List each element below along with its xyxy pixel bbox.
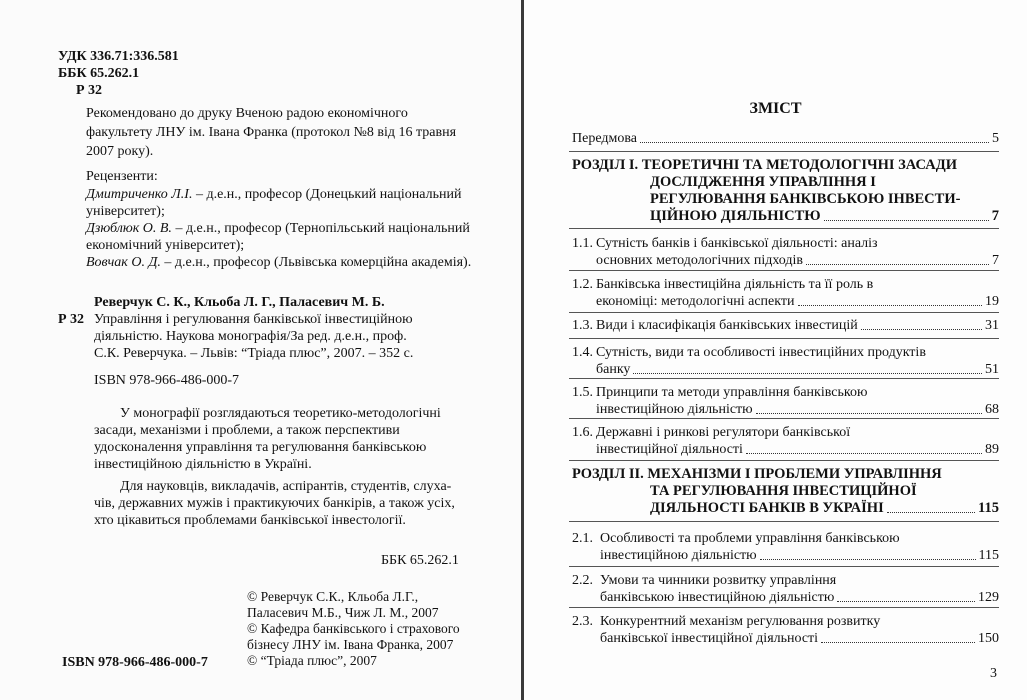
authors: Реверчук С. К., Кльоба Л. Г., Паласевич М. Б.: [94, 295, 385, 310]
toc-item-title: Банківська інвестиційна діяльність та її роль в: [596, 277, 874, 292]
toc-item-title-cont: економіці: методологічні аспекти: [596, 294, 795, 309]
divider: [569, 338, 999, 339]
recommended-line-2: факультету ЛНУ ім. Івана Франка (протокол №8 від 16 травня: [86, 125, 457, 140]
toc-item-title-cont: банку: [596, 362, 631, 377]
abstract-line-2: засади, механізми і проблеми, а також перспективи: [94, 423, 400, 438]
audience-line-3: хто цікавиться проблемами банківської інвестології.: [94, 513, 406, 528]
toc-part-1-line: РЕГУЛЮВАННЯ БАНКІВСЬКОЮ ІНВЕСТИ-: [650, 191, 961, 207]
reviewer-1: Дмитриченко Л.І. – д.е.н., професор (Донецький національний: [86, 187, 462, 202]
copyright-1: © Реверчук С.К., Кльоба Л.Г.,: [247, 589, 419, 604]
toc-item-title: Державні і ринкові регулятори банківської: [596, 425, 851, 440]
copyright-3: © “Тріада плюс”, 2007: [247, 653, 377, 668]
desc-line-1: Управління і регулювання банківської інвестиційною: [94, 312, 413, 327]
toc-item-number: 1.6.: [572, 425, 593, 440]
toc-item-title: Види і класифікація банківських інвестицій: [596, 318, 858, 333]
toc-item-title: Сутність, види та особливості інвестиційних продуктів: [596, 345, 926, 360]
copyright-2-cont: бізнесу ЛНУ ім. Івана Франка, 2007: [247, 637, 454, 652]
toc-item-title-cont: банківською інвестиційною діяльністю: [600, 590, 835, 605]
toc-item-title: Умови та чинники розвитку управління: [600, 573, 837, 588]
bbk-bottom: ББК 65.262.1: [381, 553, 459, 568]
toc-item-number: 1.2.: [572, 277, 593, 292]
toc-part-1-line: ЦІЙНОЮ ДІЯЛЬНІСТЮ: [650, 208, 821, 224]
divider: [569, 418, 999, 419]
toc-item-title-cont: банківської інвестиційної діяльності: [600, 631, 819, 646]
toc-part-1-page: 7: [991, 208, 999, 224]
reviewer-1-cont: університет);: [86, 204, 165, 219]
toc-item-number: 1.3.: [572, 318, 593, 333]
toc-item-title: Принципи та методи управління банківською: [596, 385, 868, 400]
toc-part-2-page: 115: [978, 500, 999, 516]
divider: [569, 312, 999, 313]
toc-item-title: Конкурентний механізм регулювання розвитку: [600, 614, 881, 629]
audience-line-2: чів, державних мужів і практикуючих банкірів, а також усіх,: [94, 496, 455, 511]
isbn: ISBN 978-966-486-000-7: [94, 373, 240, 388]
divider: [569, 378, 999, 379]
toc-item-number: 2.1.: [572, 531, 593, 546]
copyright-1-cont: Паласевич М.Б., Чиж Л. М., 2007: [247, 605, 439, 620]
toc-part-2-line: ТА РЕГУЛЮВАННЯ ІНВЕСТИЦІЙНОЇ: [650, 483, 917, 499]
toc-item-page: 150: [978, 631, 999, 646]
toc-title: ЗМІСТ: [749, 100, 802, 117]
toc-part-1-line: РОЗДІЛ І. ТЕОРЕТИЧНІ ТА МЕТОДОЛОГІЧНІ ЗАСАДИ: [572, 157, 958, 173]
divider: [569, 151, 999, 152]
toc-preface-page: 5: [992, 131, 999, 146]
toc-item-number: 1.1.: [572, 236, 593, 251]
toc-item-title: Особливості та проблеми управління банківською: [600, 531, 900, 546]
abstract-line-1: У монографії розглядаються теоретико-методологічні: [120, 406, 441, 421]
bbk-code: ББК 65.262.1: [58, 66, 140, 81]
isbn-bottom: ISBN 978-966-486-000-7: [62, 655, 208, 670]
divider: [569, 521, 999, 522]
toc-item-page: 7: [992, 253, 999, 268]
toc-item-page: 19: [985, 294, 999, 309]
toc-item-page: 31: [985, 318, 999, 333]
toc-item-page: 115: [978, 548, 999, 563]
toc-item-title-cont: інвестиційної діяльності: [596, 442, 743, 457]
desc-line-3: С.К. Реверчука. – Львів: “Тріада плюс”, 2007. – 352 с.: [94, 346, 414, 361]
toc-item-number: 2.2.: [572, 573, 593, 588]
author-mark-2: Р 32: [58, 312, 85, 327]
copyright-2: © Кафедра банківського і страхового: [247, 621, 460, 636]
toc-item-title-cont: основних методологічних підходів: [596, 253, 804, 268]
toc-preface-label: Передмова: [572, 131, 637, 146]
toc-part-2-line: РОЗДІЛ ІІ. МЕХАНІЗМИ І ПРОБЛЕМИ УПРАВЛІННЯ: [572, 466, 942, 482]
toc-item-title-cont: інвестиційною діяльністю: [596, 402, 753, 417]
divider: [569, 270, 999, 271]
toc-part-2-line: ДІЯЛЬНОСТІ БАНКІВ В УКРАЇНІ: [650, 500, 884, 516]
toc-part-2: [572, 466, 999, 517]
divider: [569, 566, 999, 567]
toc-part-1-line: ДОСЛІДЖЕННЯ УПРАВЛІННЯ І: [650, 174, 876, 190]
toc-item-title-cont: інвестиційною діяльністю: [600, 548, 757, 563]
desc-line-2: діяльністю. Наукова монографія/За ред. д.е.н., проф.: [94, 329, 407, 344]
toc-item-title: Сутність банків і банківської діяльності: аналіз: [596, 236, 878, 251]
recommended-line-3: 2007 року).: [86, 144, 154, 159]
author-mark: Р 32: [76, 83, 103, 98]
toc-item-page: 89: [985, 442, 999, 457]
udk-code: УДК 336.71:336.581: [58, 49, 179, 64]
toc-preface: [572, 130, 999, 147]
reviewer-2-cont: економічний університет);: [86, 238, 245, 253]
abstract-line-4: інвестиційною діяльністю в Україні.: [94, 457, 312, 472]
toc-item-page: 68: [985, 402, 999, 417]
abstract-line-3: удосконалення управління та регулювання банківською: [94, 440, 427, 455]
divider: [569, 460, 999, 461]
page-number: 3: [990, 666, 997, 681]
divider: [569, 607, 999, 608]
toc-item-page: 51: [985, 362, 999, 377]
audience-line-1: Для науковців, викладачів, аспірантів, студентів, слуха-: [120, 479, 452, 494]
reviewer-2: Дзюблюк О. В. – д.е.н., професор (Тернопільський національний: [86, 221, 470, 236]
divider: [569, 228, 999, 229]
toc-item-page: 129: [978, 590, 999, 605]
toc-item-number: 1.5.: [572, 385, 593, 400]
toc-item-number: 2.3.: [572, 614, 593, 629]
reviewer-3: Вовчак О. Д. – д.е.н., професор (Львівська комерційна академія).: [86, 255, 472, 270]
right-page: [524, 0, 1027, 700]
toc-part-1: [572, 157, 999, 225]
reviewers-label: Рецензенти:: [86, 169, 158, 184]
toc-item-number: 1.4.: [572, 345, 593, 360]
recommended-line-1: Рекомендовано до друку Вченою радою економічного: [86, 106, 408, 121]
